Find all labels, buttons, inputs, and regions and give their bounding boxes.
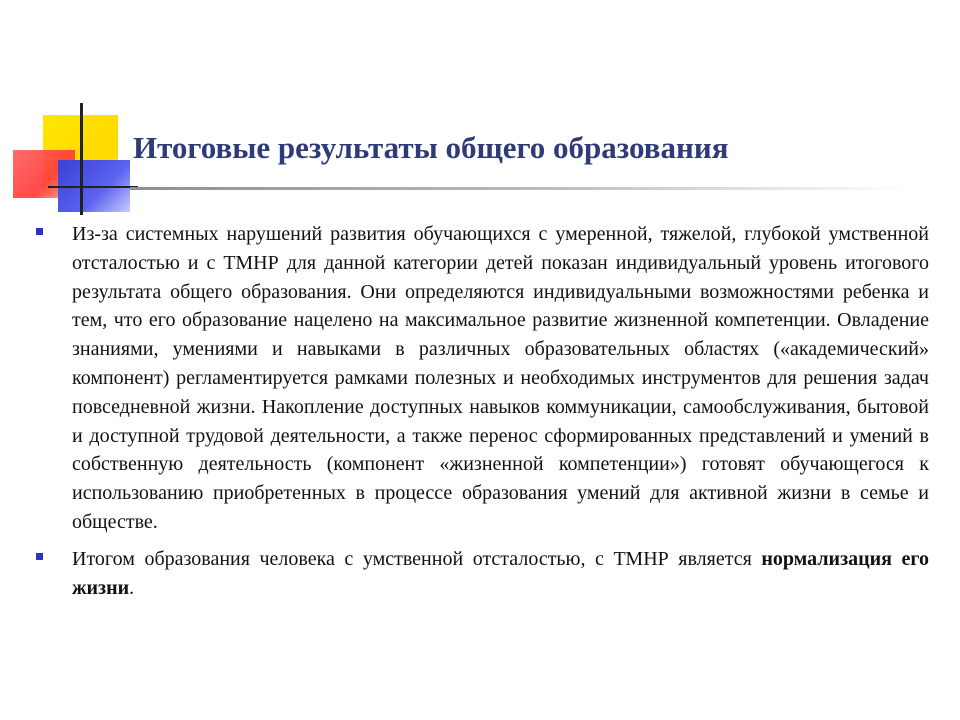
bullet-text-bold: нормализация его жизни	[72, 547, 929, 599]
bullet-list	[33, 220, 929, 610]
slide-title: Итоговые результаты общего образования	[133, 130, 729, 165]
square-bullet-icon	[36, 228, 43, 235]
title-underline	[130, 187, 910, 190]
square-bullet-icon	[36, 553, 43, 560]
bullet-text-before: Итогом образования человека с умственной отсталостью, с ТМНР является	[72, 547, 762, 570]
bullet-text-after: .	[129, 576, 135, 599]
bullet-text-2	[72, 545, 929, 603]
bullet-item-1	[33, 220, 929, 537]
bullet-text: Из-за системных нарушений развития обучающихся с умеренной, тяжелой, глубокой умственной отсталостью и с ТМНР для данной категории детей показан индивидуальный уровень итогового результата общего образования. Они определяются индивидуальными возможностями ребенка и тем, что его образование нацелено на максимальное развитие жизненной компетенции. Овладение знаниями, умениями и навыками в различных образовательных областях («академический» компонент) регламентируется рамками полезных и необходимых инструментов для решения задач повседневной жизни. Накопление доступных навыков коммуникации, самообслуживания, бытовой и доступной трудовой деятельности, а также перенос сформированных представлений и умений в собственную деятельность (компонент «жизненной компетенции») готовят обучающегося к использованию приобретенных в процессе образования умений для активной жизни в семье и обществе.	[72, 223, 929, 533]
bullet-item-2	[33, 545, 929, 603]
vertical-line	[80, 103, 83, 215]
horizontal-line	[48, 186, 138, 188]
